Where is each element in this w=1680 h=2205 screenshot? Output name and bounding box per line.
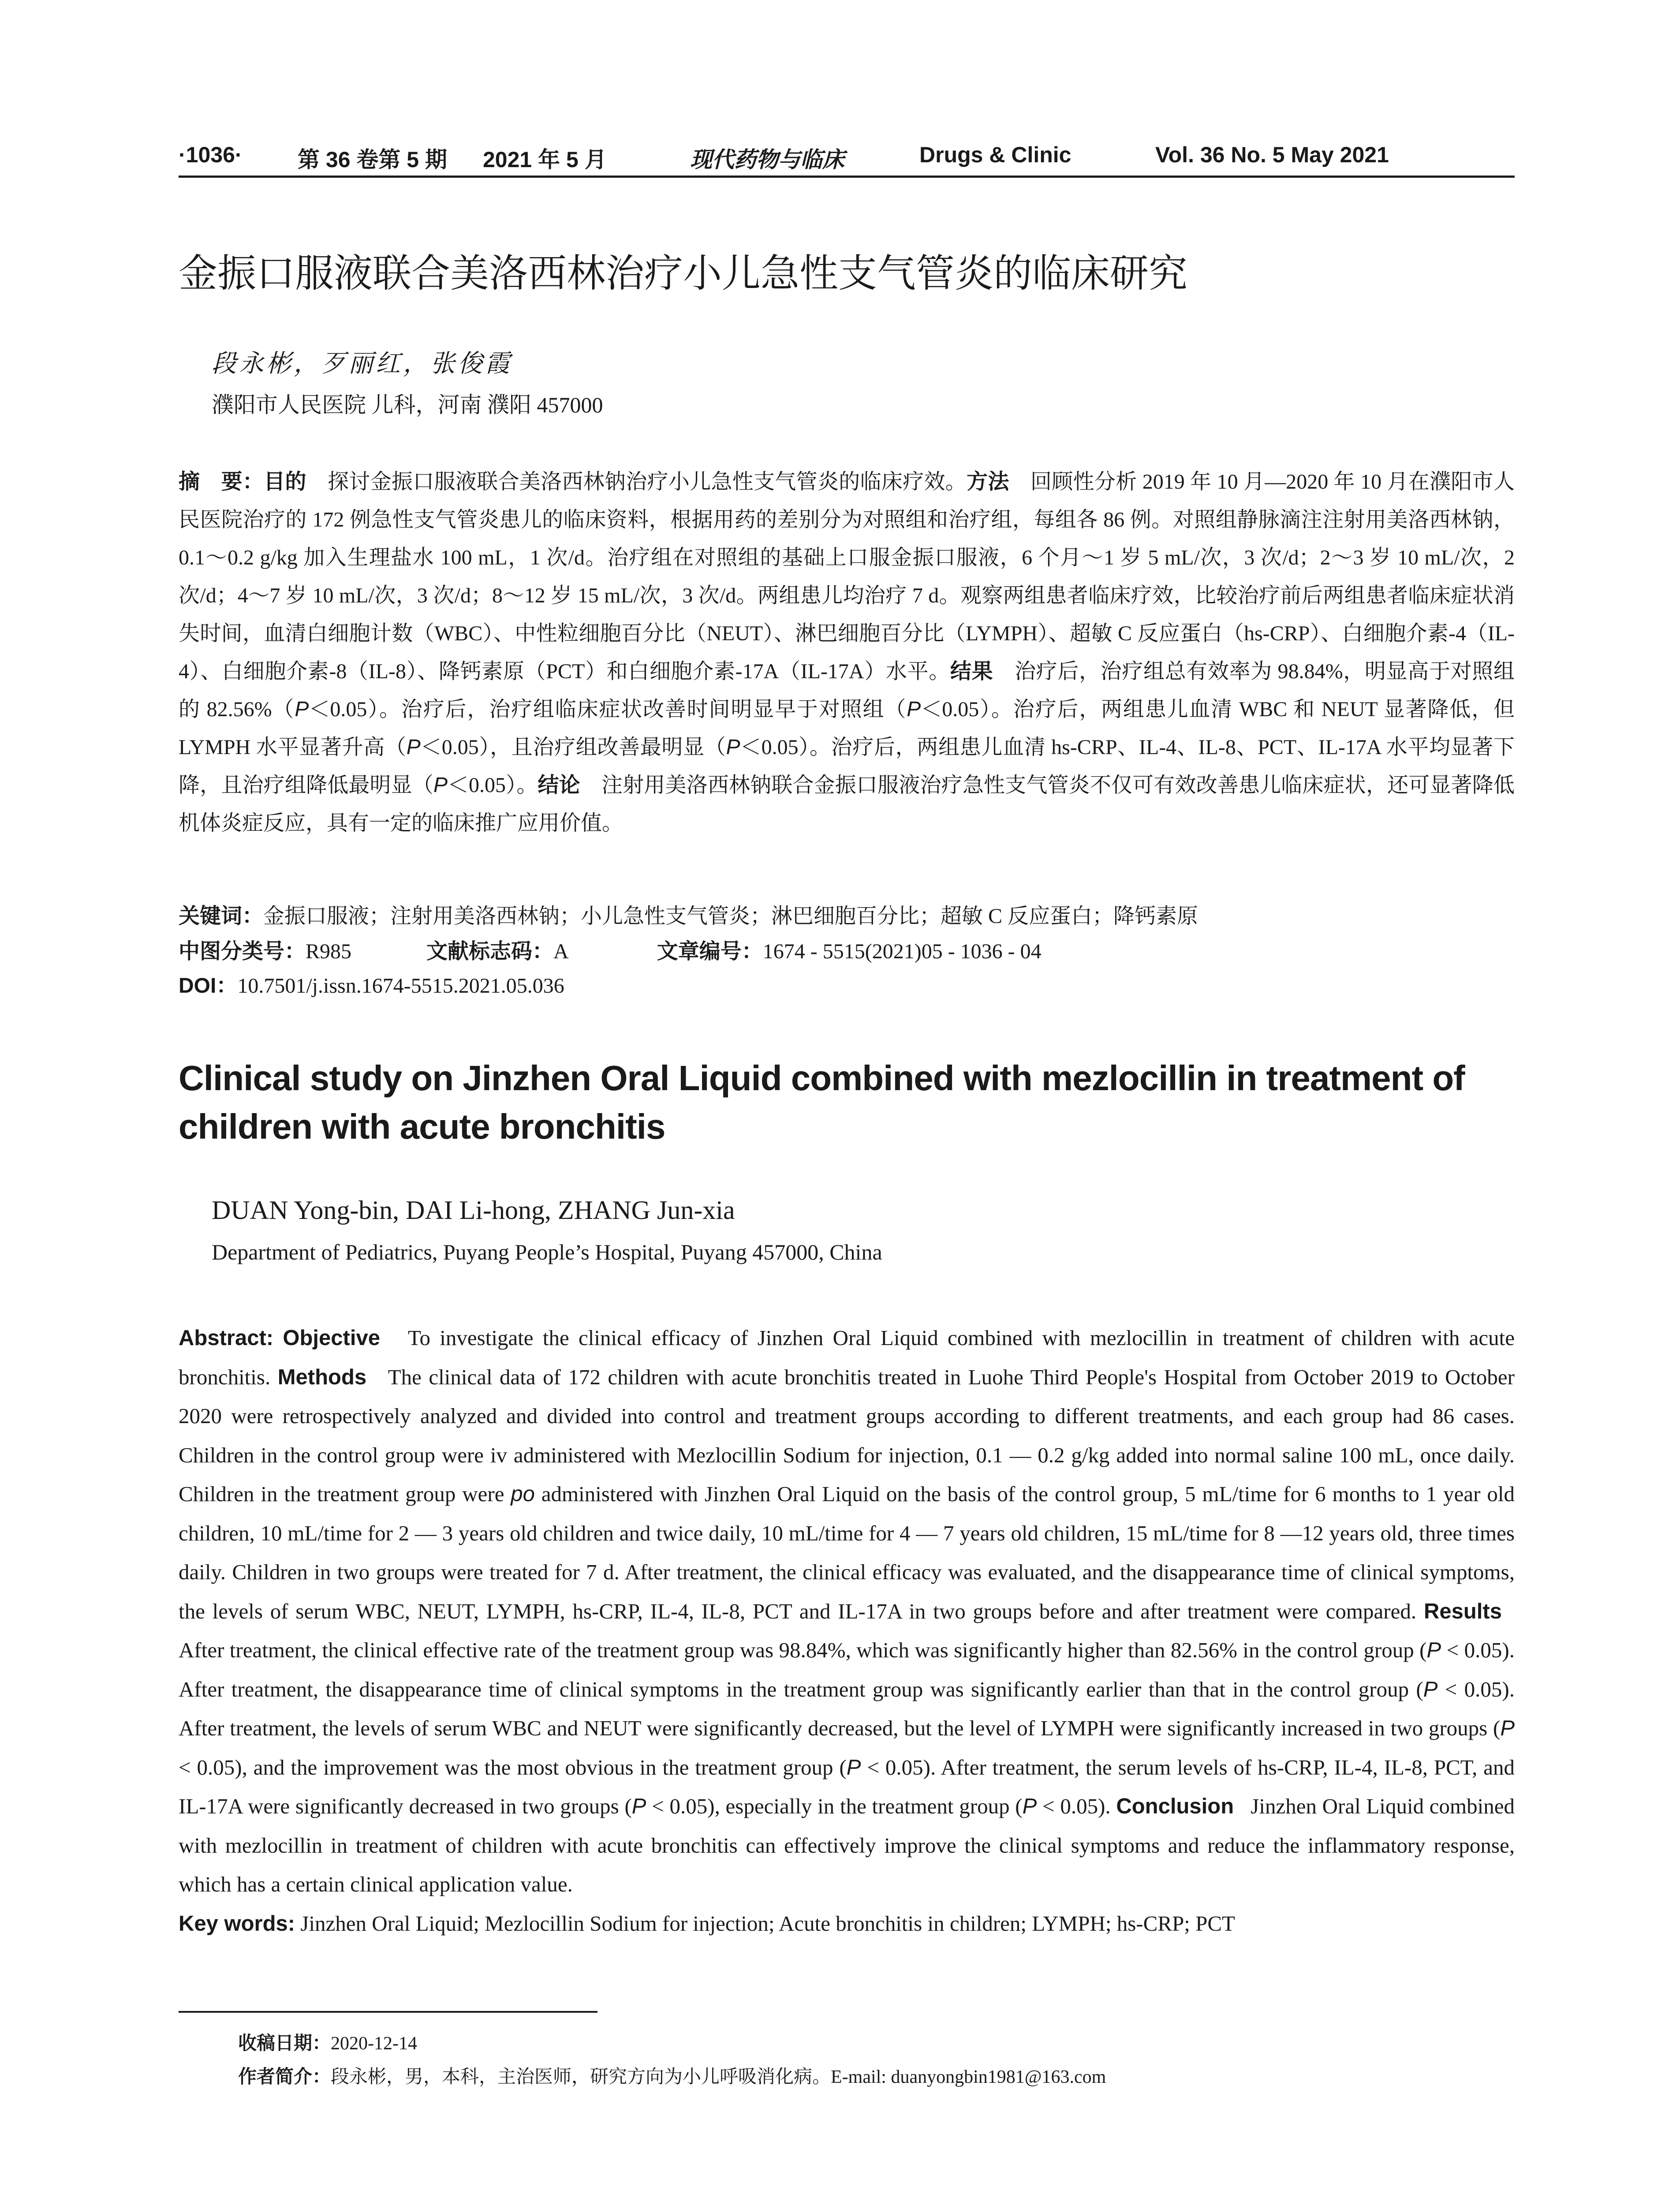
doi xyxy=(179,969,1515,1003)
doccode-value: A xyxy=(553,940,569,963)
cn-objective-label: 目的 xyxy=(264,470,306,493)
footnote-rule xyxy=(179,2011,597,2013)
en-results-label: Results xyxy=(1423,1599,1502,1623)
po-abbrev: po xyxy=(511,1482,535,1506)
cn-methods-label: 方法 xyxy=(967,470,1009,493)
received-date xyxy=(238,2029,417,2055)
cn-results-label: 结果 xyxy=(950,660,993,683)
cn-results-3: ＜0.05）。治疗后，两组患儿血清 WBC 和 NEUT 显著降低，但 LYMPH 水平显著升高（ xyxy=(179,698,1515,759)
cn-classification xyxy=(179,935,1515,968)
cn-conclusion-label: 结论 xyxy=(538,774,580,797)
p-symbol: P xyxy=(907,698,921,721)
clc-value: R985 xyxy=(306,940,352,963)
p-symbol: P xyxy=(433,774,448,797)
bio-label: 作者简介： xyxy=(238,2066,331,2087)
p-symbol: P xyxy=(406,736,421,759)
cn-objective: 探讨金振口服液联合美洛西林钠治疗小儿急性支气管炎的临床疗效。 xyxy=(328,470,967,493)
date-cn: 2021 年 5 月 xyxy=(483,147,607,172)
doccode-label: 文献标志码： xyxy=(426,940,554,963)
cn-results-5: ＜0.05）。治疗后，两组患儿血清 hs-CRP、IL-4、IL-8、PCT、IL-17A 水平均显著下降，且治疗组降低最明显（ xyxy=(179,736,1515,797)
p-symbol: P xyxy=(726,736,740,759)
cn-results-1: 治疗后，治疗组总有效率为 98.84%，明显高于对照组的 82.56%（ xyxy=(179,660,1515,721)
cn-affiliation: 濮阳市人民医院 儿科，河南 濮阳 457000 xyxy=(212,392,603,417)
author-bio xyxy=(238,2062,1106,2089)
doi-label: DOI： xyxy=(179,974,238,998)
p-symbol: P xyxy=(631,1794,646,1818)
p-symbol: P xyxy=(1500,1716,1515,1740)
en-abstract-label: Abstract: xyxy=(179,1326,274,1350)
doi-value: 10.7501/j.issn.1674-5515.2021.05.036 xyxy=(237,974,564,998)
journal-name-en: Drugs & Clinic xyxy=(919,142,1071,167)
cn-results-4: ＜0.05），且治疗组改善最明显（ xyxy=(420,736,726,759)
en-objective: To investigate the clinical efficacy of Jinzhen Oral Liquid combined with mezlocillin in treatment of children with acute bronchitis. xyxy=(179,1326,1515,1389)
en-abstract xyxy=(179,1319,1515,1943)
cn-abstract-label: 摘 要： xyxy=(179,470,264,493)
p-symbol: P xyxy=(846,1755,861,1779)
cn-keywords-text: 金振口服液；注射用美洛西林钠；小儿急性支气管炎；淋巴细胞百分比；超敏 C 反应蛋白；降钙素原 xyxy=(263,904,1198,928)
p-symbol: P xyxy=(1022,1794,1037,1818)
en-conclusion: Jinzhen Oral Liquid combined with mezlocillin in treatment of children with acute bronchitis can effectively improve the clinical symptoms and reduce the inflammatory response, which has a certain clinical application value. xyxy=(179,1794,1515,1896)
en-authors: DUAN Yong-bin, DAI Li-hong, ZHANG Jun-xia xyxy=(212,1196,735,1225)
cn-title: 金振口服液联合美洛西林治疗小儿急性支气管炎的临床研究 xyxy=(179,251,1188,295)
cn-methods: 回顾性分析 2019 年 10 月—2020 年 10 月在濮阳市人民医院治疗的 172 例急性支气管炎患儿的临床资料，根据用药的差别分为对照组和治疗组，每组各 86 例。对照组静脉滴注注射用美洛西林钠，0.1～0.2 g/kg 加入生理盐水 100 mL，1 次/d。治疗组在对照组的基础上口服金振口服液，6 个月～1 岁 5 mL/次，3 次/d；2～3 岁 10 mL/次，2 次/d；4～7 岁 10 mL/次，3 次/d；8～12 岁 15 mL/次，3 次/d。两组患儿均治疗 7 d。观察两组患者临床疗效，比较治疗前后两组患者临床症状消失时间，血清白细胞计数（WBC）、中性粒细胞百分比（NEUT）、淋巴细胞百分比（LYMPH）、超敏 C 反应蛋白（hs-CRP）、白细胞介素-4（IL-4）、白细胞介素-8（IL-8）、降钙素原（PCT）和白细胞介素-17A（IL-17A）水平。 xyxy=(179,470,1515,683)
journal-name-cn: 现代药物与临床 xyxy=(690,146,844,172)
received-value: 2020-12-14 xyxy=(331,2033,417,2054)
p-symbol: P xyxy=(1426,1638,1441,1662)
article-no-value: 1674 - 5515(2021)05 - 1036 - 04 xyxy=(762,940,1042,963)
cn-authors: 段永彬，歹丽红，张俊霞 xyxy=(212,349,512,378)
en-keywords-label: Key words: xyxy=(179,1911,295,1936)
en-keywords: Jinzhen Oral Liquid; Mezlocillin Sodium for injection; Acute bronchitis in children; LYMPH; hs-CRP; PCT xyxy=(300,1911,1235,1936)
cn-abstract xyxy=(179,463,1515,842)
p-symbol: P xyxy=(1423,1677,1438,1701)
cn-keywords xyxy=(179,900,1515,933)
issue-cn: 第 36 卷第 5 期 xyxy=(298,147,447,172)
en-results-2: < 0.05). After treatment, the disappearance time of clinical symptoms in the treatment group was significantly earlier than that in the control group ( xyxy=(179,1638,1515,1701)
clc-label: 中图分类号： xyxy=(179,940,306,963)
en-conclusion-label: Conclusion xyxy=(1116,1794,1234,1818)
en-methods-2: administered with Jinzhen Oral Liquid on the basis of the control group, 5 mL/time for 6 months to 1 year old children, 10 mL/time for 2 — 3 years old children and twice daily, 10 mL/time for 4 — 7 years old children, 15 mL/time for 8 —12 years old, three times daily. Children in two groups were treated for 7 d. After treatment, the clinical efficacy was evaluated, and the disappearance time of clinical symptoms, the levels of serum WBC, NEUT, LYMPH, hs-CRP, IL-4, IL-8, PCT and IL-17A in two groups before and after treatment were compared. xyxy=(179,1482,1515,1623)
cn-results-2: ＜0.05）。治疗后，治疗组临床症状改善时间明显早于对照组（ xyxy=(309,698,907,721)
cn-keywords-label: 关键词： xyxy=(179,904,264,928)
en-results-5: < 0.05). After treatment, the serum levels of hs-CRP, IL-4, IL-8, PCT, and IL-17A were significantly decreased in two groups ( xyxy=(179,1755,1515,1818)
received-label: 收稿日期： xyxy=(238,2033,331,2053)
en-results-4: < 0.05), and the improvement was the most obvious in the treatment group ( xyxy=(179,1755,847,1779)
en-objective-label: Objective xyxy=(283,1326,380,1350)
cn-results-6: ＜0.05）。 xyxy=(448,774,538,797)
issue-en: Vol. 36 No. 5 May 2021 xyxy=(1155,142,1389,167)
en-methods-1: The clinical data of 172 children with acute bronchitis treated in Luohe Third People's Hospital from October 2019 to October 2020 were retrospectively analyzed and divided into control and treatment groups according to different treatments, and each group had 86 cases. Children in the control group were iv administered with Mezlocillin Sodium for injection, 0.1 — 0.2 g/kg added into normal saline 100 mL, once daily. Children in the treatment group were xyxy=(179,1364,1515,1506)
en-results-7: < 0.05). xyxy=(1037,1794,1111,1818)
cn-conclusion: 注射用美洛西林钠联合金振口服液治疗急性支气管炎不仅可有效改善患儿临床症状，还可显著降低机体炎症反应，具有一定的临床推广应用价值。 xyxy=(179,774,1515,835)
en-methods-label: Methods xyxy=(277,1365,367,1389)
en-affiliation: Department of Pediatrics, Puyang People’s Hospital, Puyang 457000, China xyxy=(212,1240,882,1264)
header-rule xyxy=(179,176,1515,178)
page-number: ·1036· xyxy=(179,142,243,167)
en-results-3: < 0.05). After treatment, the levels of serum WBC and NEUT were significantly decreased, but the level of LYMPH were significantly increased in two groups ( xyxy=(179,1677,1515,1740)
en-results-6: < 0.05), especially in the treatment group ( xyxy=(646,1794,1023,1818)
en-title: Clinical study on Jinzhen Oral Liquid combined with mezlocillin in treatment of children with acute bronchitis xyxy=(179,1058,1465,1146)
p-symbol: P xyxy=(295,698,309,721)
article-no-label: 文章编号： xyxy=(657,940,763,963)
running-header xyxy=(179,142,1515,177)
en-results-1: After treatment, the clinical effective rate of the treatment group was 98.84%, which was significantly higher than 82.56% in the control group ( xyxy=(179,1638,1427,1662)
bio-value: 段永彬，男，本科，主治医师，研究方向为小儿呼吸消化病。E-mail: duanyongbin1981@163.com xyxy=(331,2067,1106,2087)
